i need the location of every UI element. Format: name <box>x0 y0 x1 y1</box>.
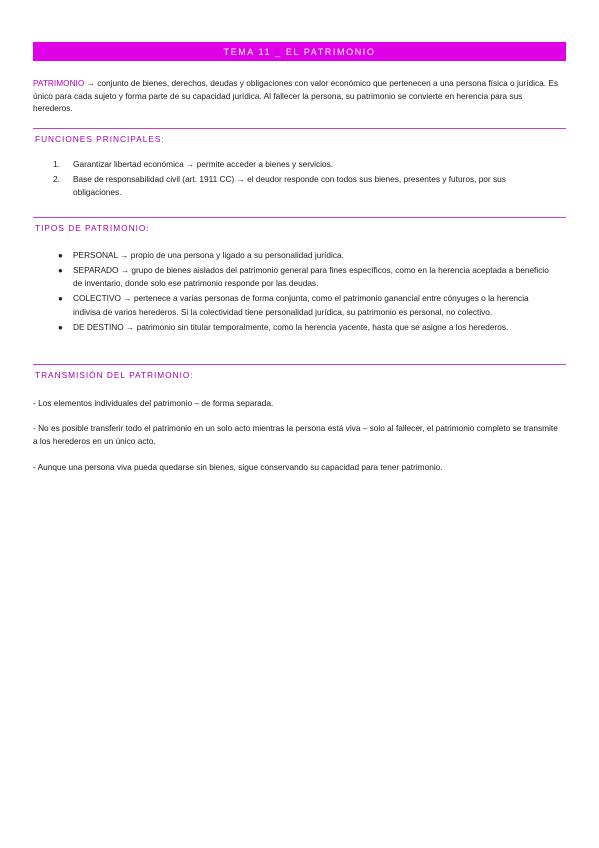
intro-keyword: PATRIMONIO <box>33 78 85 88</box>
document-title: TEMA 11 _ EL PATRIMONIO <box>223 46 376 57</box>
bullet-icon: ● <box>58 322 63 332</box>
document-title-bar <box>33 42 566 61</box>
item-text: PERSONAL → propio de una persona y ligado a su personalidad jurídica. <box>73 250 344 260</box>
list-item <box>33 292 558 319</box>
bullet-icon: ● <box>58 294 63 304</box>
intro-text: → conjunto de bienes, derechos, deudas y obligaciones con valor económico que pertenecen a una persona física o jurídica. Es único para cada sujeto y forma parte de su capacidad jurídica. Al fallecer la persona, su patrimonio se convierte en herencia para sus herederos. <box>33 78 559 114</box>
list-item <box>33 321 558 334</box>
list-item <box>33 173 553 199</box>
item-text: Base de responsabilidad civil (art. 1911 CC) → el deudor responde con todos sus bienes, presentes y futuros, por sus obligaciones. <box>73 174 506 198</box>
section-divider <box>33 364 566 365</box>
item-number: 2. <box>53 174 60 185</box>
transmission-paragraph: - Los elementos individuales del patrimonio – de forma separada. <box>33 398 274 408</box>
item-text: COLECTIVO → pertenece a varias personas de forma conjunta, como el patrimonio ganancial entre cónyuges o la herencia indivisa de varios herederos. Si la colectividad tiene personalidad jurídica, su patrimonio es personal, no colectivo. <box>73 293 529 317</box>
bullet-icon: ● <box>58 251 63 260</box>
item-text: DE DESTINO → patrimonio sin titular temporalmente, como la herencia yacente, hasta que se asigne a los herederos. <box>73 321 509 332</box>
bullet-icon: ● <box>58 265 63 275</box>
transmission-heading: TRANSMISIÓN DEL PATRIMONIO: <box>35 370 194 380</box>
functions-heading: FUNCIONES PRINCIPALES: <box>35 134 165 144</box>
section-divider <box>33 128 566 129</box>
item-text: SEPARADO → grupo de bienes aislados del patrimonio general para fines específicos, como en la herencia aceptada a beneficio de inventario, donde solo ese patrimonio responde por las deudas. <box>73 264 549 289</box>
list-item <box>33 264 558 291</box>
types-heading: TIPOS DE PATRIMONIO: <box>35 223 150 233</box>
functions-list <box>33 158 553 202</box>
intro-paragraph <box>33 77 563 115</box>
list-item <box>33 249 558 262</box>
item-number: 1. <box>53 159 60 169</box>
transmission-paragraph: - No es posible transferir todo el patrimonio en un solo acto mientras la persona está viva – solo al fallecer, el patrimonio completo se transmite a los herederos en un único acto. <box>33 423 558 446</box>
types-list <box>33 249 558 335</box>
transmission-paragraph: - Aunque una persona viva pueda quedarse sin bienes, sigue conservando su capacidad para tener patrimonio. <box>33 462 443 472</box>
item-text: Garantizar libertad económica → permite acceder a bienes y servicios. <box>73 159 334 169</box>
list-item <box>33 158 553 171</box>
section-divider <box>33 217 566 218</box>
